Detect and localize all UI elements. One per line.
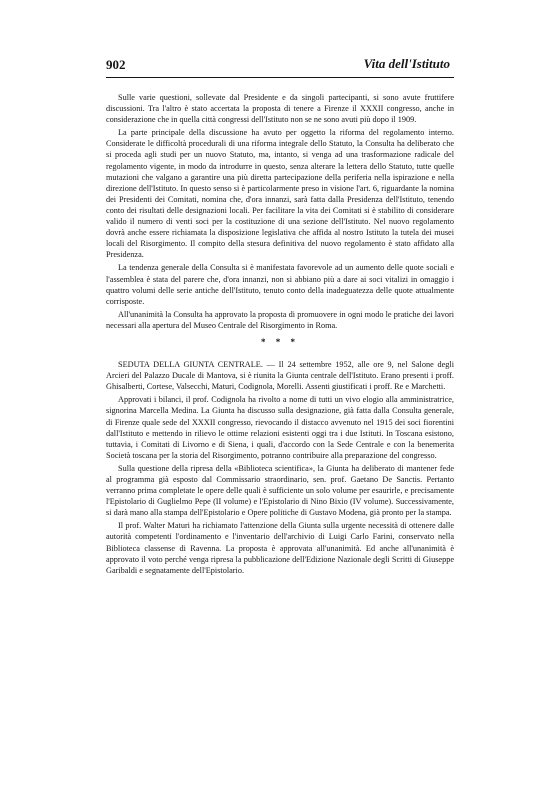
consulta-report-section xyxy=(106,92,454,331)
running-head: Vita dell'Istituto xyxy=(363,56,450,71)
page-header xyxy=(106,57,454,78)
paragraph: La tendenza generale della Consulta si è manifestata favorevole ad un aumento delle quote sociali e l'assemblea è stata del parere che, d'ora innanzi, non si abbiano più a dare ai soci vitalizi in omaggio i quattro volumi delle serie antiche dell'Istituto, tenuto conto della inadeguatezza delle quote attualmente corrisposte. xyxy=(106,263,454,306)
paragraph: Approvati i bilanci, il prof. Codignola ha rivolto a nome di tutti un vivo elogio alla amministratrice, signorina Marcella Medina. La Giunta ha discusso sulla designazione, già fatta dalla Consulta generale, di Firenze quale sede del XXXII congresso, rievocando il distacco avvenuto nel 1915 dei soci fiorentini dall'Istituto e mettendo in rilievo le ottime relazioni esistenti oggi tra i due Istituti. In Toscana esistono, tuttavia, i Comitati di Livorno e di Siena, i quali, d'accordo con la Sede Centrale e con la benemerita Società toscana per la storia del Risorgimento, potranno contribuire alla preparazione del congresso. xyxy=(106,395,454,460)
section-separator: * * * xyxy=(261,336,299,347)
paragraph: Sulla questione della ripresa della «Biblioteca scientifica», la Giunta ha deliberato di mantener fede al programma già esposto dal Commissario straordinario, sen. prof. Gaetano De Sanctis. Pertanto verranno prima completate le opere delle quali è sufficiente un solo volume per esaurirle, e precisamente l'Epistolario di Guglielmo Pepe (II volume) e l'Epistolario di Nino Bixio (IV volume). Successivamente, si darà mano alla stampa dell'Epistolario e Opere politiche di Gustavo Modena, già pronto per la stampa. xyxy=(106,463,454,518)
body-text xyxy=(106,92,454,576)
paragraph: All'unanimità la Consulta ha approvato la proposta di promuovere in ogni modo le pratiche dei lavori necessari alla apertura del Museo Centrale del Risorgimento in Roma. xyxy=(106,309,454,330)
paragraph: SEDUTA DELLA GIUNTA CENTRALE. — Il 24 settembre 1952, alle ore 9, nel Salone degli Arcieri del Palazzo Ducale di Mantova, si è riunita la Giunta centrale dell'Istituto. Erano presenti i proff. Ghisalberti, Cortese, Valsecchi, Maturi, Codignola, Morelli. Assenti giustificati i proff. Re e Marchetti. xyxy=(106,360,454,392)
paragraph: Il prof. Walter Maturi ha richiamato l'attenzione della Giunta sulla urgente necessità di ottenere dalle autorità competenti l'ordinamento e l'inventario dell'archivio di Luigi Carlo Farini, conservato nella Biblioteca classense di Ravenna. La proposta è approvata all'unanimità. Ed anche all'unanimità è approvato il voto perché venga ripresa la pubblicazione dell'Edizione Nazionale degli Scritti di Giuseppe Garibaldi e segnatamente dell'Epistolario. xyxy=(106,521,454,575)
paragraph: La parte principale della discussione ha avuto per oggetto la riforma del regolamento interno. Considerate le difficoltà procedurali di una riforma integrale dello Statuto, la Consulta ha deliberato che si proceda agli studi per un nuovo Statuto, ma, intanto, si venga ad una trasformazione radicale del regolamento vigente, in modo da introdurre in questo, senza alterare la lettera dello Statuto, tutte quelle mutazioni che valgano a garantire una più diretta partecipazione della periferia nella ispirazione e nella direzione dell'Istituto. In questo senso si è particolarmente preso in visione l'art. 6, riguardante la nomina dei Presidenti dei Comitati, nomina che, d'ora innanzi, sarà fatta dalla Presidenza dell'Istituto, tenendo conto dei risultati delle designazioni locali. Per facilitare la vita dei Comitati si è stabilito di considerare valido il numero di venti soci per la costituzione di una sezione dell'Istituto. Nel nuovo regolamento dovrà anche essere richiamata la disposizione legislativa che affida al nostro Istituto la tutela dei musei locali del Risorgimento. Il compito della stesura definitiva del nuovo regolamento è stato affidato alla Presidenza. xyxy=(106,128,454,260)
page-number: 902 xyxy=(106,57,126,72)
giunta-meeting-section xyxy=(106,359,454,576)
paragraph: Sulle varie questioni, sollevate dal Presidente e da singoli partecipanti, si sono avute fruttifere discussioni. Tra l'altro è stato accertata la proposta di tenere a Firenze il XXXII congresso, anche in considerazione che in quella città congressi dell'Istituto non se ne sono avuti più dopo il 1909. xyxy=(106,93,454,125)
